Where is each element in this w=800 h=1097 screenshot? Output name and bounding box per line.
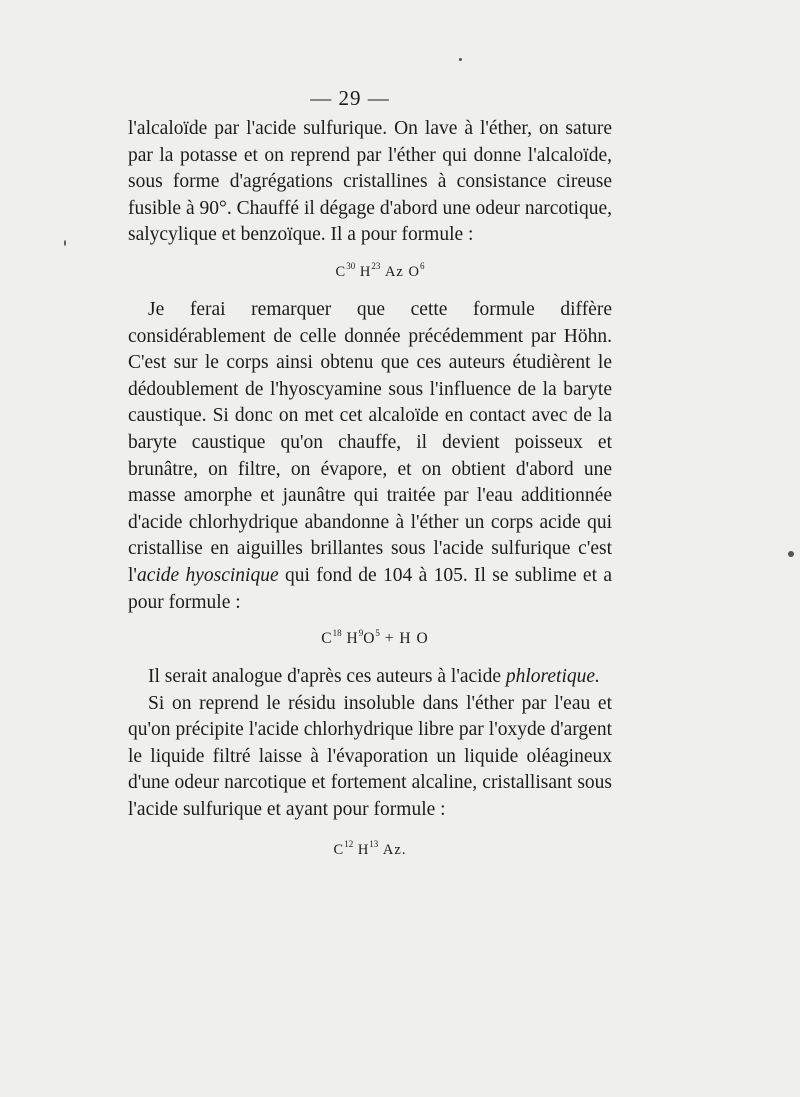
formula-1-o: O — [408, 263, 420, 280]
formula-3-az: Az. — [382, 841, 407, 858]
paper-speck — [459, 58, 462, 61]
paragraph-1: l'alcaloïde par l'acide sulfurique. On lave à l'éther, on sature par la potasse et on reprend par l'éther qui donne l'alcaloïde, sous forme d'agrégations cristallines à consistance cireuse fusible à 90°. Chauffé il dégage d'abord une odeur narcotique, salycylique et benzoïque. Il a pour formule : — [128, 118, 612, 246]
formula-1-h-sub: 23 — [371, 260, 381, 271]
paragraph-2 — [128, 297, 612, 616]
formula-2-c-sub: 18 — [332, 628, 342, 639]
formula-1-o-sub: 6 — [419, 260, 425, 271]
paper-speck — [788, 551, 794, 557]
formula-2-o-sub: 5 — [375, 628, 380, 639]
paper-speck — [64, 240, 66, 246]
formula-3-c-sub: 12 — [344, 838, 354, 849]
formula-1 — [128, 249, 612, 297]
formula-3 — [128, 824, 612, 864]
paragraph-4: Si on reprend le résidu insoluble dans l'éther par l'eau et qu'on précipite l'acide chlorhydrique libre par l'oxyde d'argent le liquide filtré laisse à l'évaporation un liquide oléagineux d'une odeur narcotique et fortement alcaline, cristallisant sous l'acide sulfurique et ayant pour formule : — [128, 692, 612, 821]
formula-1-c-sub: 30 — [346, 260, 356, 271]
page-number: — 29 — — [310, 86, 390, 110]
formula-2-c: C — [321, 630, 333, 648]
paragraph-3 — [128, 664, 612, 691]
formula-3-h-sub: 13 — [369, 838, 379, 849]
formula-2-rest: + H O — [384, 630, 429, 648]
body-text — [128, 116, 612, 864]
formula-2-o: O — [363, 630, 376, 648]
paragraph-2-emphasis: acide hyoscinique — [136, 564, 279, 586]
formula-1-h: H — [359, 263, 372, 280]
formula-2-h-sub: 9 — [358, 628, 364, 639]
formula-3-h: H — [357, 841, 370, 858]
formula-1-az: Az — [384, 263, 404, 280]
paragraph-3-text: Il serait analogue d'après ces auteurs à l'acide — [148, 666, 506, 688]
paragraph-3-emphasis: phloretique. — [505, 666, 600, 688]
paragraph-2-text-a: Je ferai remarquer que cette formule diffère considérablement de celle donnée précédemment par Höhn. C'est sur le corps ainsi obtenu que ces auteurs étudièrent le dédoublement de l'hyoscyamine sous l'influence de la baryte caustique. Si donc on met cet alcaloïde en contact avec de la baryte caustique qu'on chauffe, il devient poisseux et brunâtre, on filtre, on évapore, et on obtient d'abord une masse amorphe et jaunâtre qui traitée par l'eau additionnée d'acide chlorhydrique abandonne à l'éther un corps acide qui cristallise en aiguilles brillantes sous l'acide sulfurique c'est l' — [128, 298, 612, 586]
formula-1-c: C — [335, 263, 347, 280]
formula-2 — [128, 616, 612, 664]
paragraph-2-text-b: qui fond de 104 à 105. Il se sublime et a pour formule : — [128, 564, 612, 613]
formula-2-h: H — [346, 630, 359, 648]
formula-3-c: C — [333, 841, 345, 858]
